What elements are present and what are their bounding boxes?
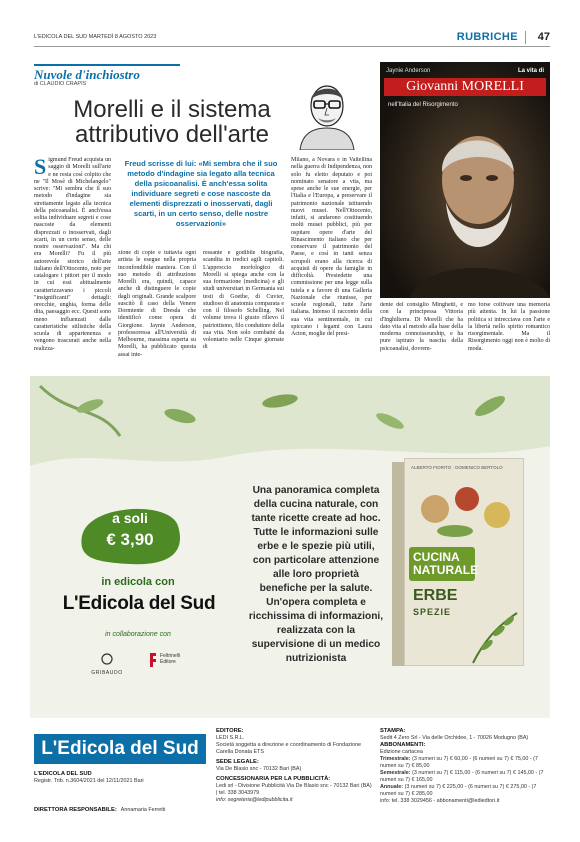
herb-sprig-icon [465, 609, 523, 665]
trimestrale-row [380, 756, 550, 770]
annuale-prices: (3 numeri su 7) € 225,00 - (6 numeri su 7) € 275,00 - (7 numeri su 7) € 285,00 [380, 784, 537, 797]
ad-book-image [392, 458, 524, 666]
director-label: DIRETTORA RESPONSABILE: [34, 807, 117, 813]
book-cover-subtitle: nell'Italia del Risorgimento [388, 102, 458, 108]
ad-book-author: ALBERTO FIORITO · DOMENICO BERTOLO [411, 465, 503, 470]
annuale-row [380, 784, 550, 798]
article-column-6: mo forse coltivare una memoria più attenta. In lui la passione politica si intrecciava con l'arte e la libertà nello spirito romantico risorgimentale. Ma il Risorgimento oggi non è molto di moda. [468, 302, 550, 352]
concessionaria-info: Ledi srl - Divisione Pubblicità Via De Blasio snc - 70132 Bari (BA) | tel. 338 3043979 [216, 783, 372, 796]
paper-info [34, 771, 212, 785]
concessionaria-label: CONCESSIONARIA PER LA PUBBLICITÀ: [216, 776, 331, 782]
registration: Registr. Trib. n.3604/2021 del 12/11/2021 Bari [34, 778, 144, 784]
colophon [34, 724, 550, 828]
masthead: L'EDICOLA DEL SUD MARTEDÌ 8 AGOSTO 2023 [34, 34, 157, 40]
collaboration-label: in collaborazione con [105, 631, 171, 638]
spices-illustration-icon [405, 473, 523, 547]
ad-brand-logo: L'Edicola del Sud [62, 593, 216, 614]
in-edicola-label: in edicola con [101, 576, 175, 588]
feltrinelli-logo-icon [148, 652, 158, 668]
sede-label: SEDE LEGALE: [216, 759, 259, 765]
annuale-label: Annuale: [380, 784, 404, 790]
trimestrale-prices: (3 numeri su 7) € 60,00 - (6 numeri su 7) € 75,00 - (7 numeri su 7) € 85,00 [380, 756, 538, 769]
headline: Morelli e il sistema attributivo dell'arte [73, 96, 271, 148]
semestrale-label: Semestrale: [380, 770, 411, 776]
director-name: Annamaria Ferretti [120, 807, 166, 813]
article-column-4: Milano, a Novara e in Valtellina nella guerra di Indipendenza, non solo fu eletto deputato e poi nominato senatore a vita, ma spese anche le sue energie, per l'Italia e l'Europa, a preservare il patrimonio nazionale istituendo nuovi musei. Nell'Ottocento, infatti, si andarono costituendo molti musei pubblici, più per ospitare opere d'arte del Rinascimento italiano che per conservare il patrimonio del Paese, e così in tanti senza scrupoli erano alla ricerca di acquisti di opere da famiglie in difficoltà. Presiedette una commissione per una legge sulla tutela e a favore di una Galleria Nazionale che riunisse, per scuole regionali, tutte l'arte italiana. Intenso il racconto della sua vita sentimentale, in cui spiccano i legami con Laura Acton, moglie del presi- [291, 157, 372, 337]
ad-book-title-1: CUCINA NATURALE [413, 550, 479, 577]
editore-name: LEDI S.R.L. [216, 735, 245, 741]
page-number: 47 [537, 31, 550, 43]
pull-quote: Freud scrisse di lui: «Mi sembra che il suo metodo d'indagine sia legato alla tecnica della psicoanalisi. È anch'essa solita individuare segreti e cose nascoste da elementi disprezzati o inosservati, dagli scarti, in un certo senso, delle nostre osservazioni» [124, 159, 278, 228]
publisher-info [216, 728, 374, 804]
editore-label: EDITORE: [216, 728, 244, 734]
page-header [34, 31, 550, 47]
book-cover-author: Jaynie Anderson [386, 68, 431, 74]
section-label: RUBRICHE [456, 31, 518, 43]
ad-copy: Una panoramica completa della cucina naturale, con tante ricette create ad hoc. Tutte le informazioni sulle erbe e le spezie più utili, con particolare attenzione alle loro proprietà benefiche per la salute. Un'opera completa e ricchissima di informazioni, realizzata con la supervisione di un medico nutrizionista [248, 485, 384, 664]
price-value: € 3,90 [106, 530, 154, 549]
editore-desc: Società soggetta a direzione e coordinamento di Fondazione Carella Donata ETS [216, 742, 362, 755]
article-column-5: dente del consiglio Minghetti, e con la principessa Vittoria d'Inghilterra. Di Morelli che ha dato vita al metodo alla base della moderna connoisseurship, e ha pure ispirato la nascita della psicoanalisi, dovrem- [380, 302, 463, 352]
book-cover-title: Giovanni MORELLI [384, 78, 546, 96]
byline: di CLAUDIO CRAPIS [34, 81, 87, 87]
trimestrale-label: Trimestrale: [380, 756, 411, 762]
column-name: Nuvole d'inchiostro [34, 64, 180, 83]
book-spine [392, 462, 404, 666]
article-column-2: zione di copie e tuttavia ogni artista le esegue nella propria inconfondibile maniera. Con il suo metodo di attribuzione Morelli era, quindi, capace anche di distinguere le copie dagli originali. Grande scalpore suscitò il caso della Venere Dormiente di Dresda che identificò come opera di Giorgione. Jaynie Anderson, professoressa all'Università di Melbourne, massima esperta su Morelli, ha pubblicato questa assai inte- [118, 250, 196, 358]
semestrale-prices: (3 numeri su 7) € 115,00 - (6 numeri su 7) € 145,00 - (7 numeri su 7) € 165,00 [380, 770, 544, 783]
book-front [404, 458, 524, 666]
author-portrait-icon [292, 74, 362, 150]
article-text-1: igmund Freud acquista un saggio di Morelli sull'arte e ne resta così colpito che ne "Il Mosè di Michelangelo" scrive: "Mi sembra che il suo metodo d'indagine sia strettamente legato alla tecnica della psicoanalisi. È anch'essa solita individuare segreti e cose nascoste da elementi disprezzati o inosservati, dagli scarti, in un certo senso, delle nostre osservazioni". Ma chi era Morelli? Fu il più autorevole storico dell'arte italiano dell'Ottocento, noto per catalogare i pittori per il modo in cui essi abitualmente caratterizzavano i piccoli "insignificanti" dettagli: orecchie, unghia, forma delle dita, paesaggio ecc. Questi sono meno influenzati dalle caratteristiche stilistiche della scuola di appartenenza e vengono trascurati anche nella realizza- [34, 157, 111, 352]
sede-address: Via De Blasio snc - 70132 Bari (BA) [216, 766, 302, 772]
article-column-3: ressante e godibile biografia, scandita in tredici agili capitoli. L'approccio morfologico di Morelli si spiega anche con la sua formazione (medicina) e gli studi universitari in Germania sui testi di Goethe, di Cuvier, studioso di anatomia comparata e con il filosofo Schelling. Nel volume trova il giusto rilievo il patriottismo, filo conduttore della sua vita. Non solo combatté da volontario nelle Cinque giornate di [203, 250, 284, 351]
gribaudo-logo-icon [97, 653, 117, 665]
portrait-painting-icon [380, 62, 550, 298]
article-column-1 [34, 157, 111, 371]
stampa-info: Sedit 4 Zero Srl - Via delle Orchidee, 1 - 70026 Modugno (BA) [380, 735, 529, 741]
book-cover-series: La vita di [517, 68, 544, 74]
paper-name: L'EDICOLA DEL SUD [34, 771, 92, 777]
gribaudo-logo [84, 652, 130, 676]
abbonamenti-type: Edizione cartacea [380, 749, 423, 755]
ad-book-title-3: SPEZIE [413, 607, 452, 617]
gribaudo-logo-text: GRIBAUDO [91, 670, 123, 676]
concessionaria-email[interactable]: info: segreteria@ledipubblicita.it [216, 797, 293, 803]
printing-subscriptions [380, 728, 550, 805]
book-advertisement [30, 376, 550, 718]
semestrale-row [380, 770, 550, 784]
price-badge [84, 505, 176, 557]
stampa-label: STAMPA: [380, 728, 406, 734]
book-cover-image [380, 62, 550, 298]
director-info [34, 798, 212, 816]
footer-logo: L'Edicola del Sud [34, 734, 206, 764]
subscription-contact[interactable]: info: tel. 338 3029456 - abbonamenti@lediedtori.it [380, 798, 500, 804]
feltrinelli-logo-text: Feltrinelli Editore [160, 653, 181, 665]
ad-book-title-2: ERBE [413, 587, 458, 604]
price-prefix: a soli [112, 510, 148, 526]
header-divider [525, 31, 526, 44]
abbonamenti-label: ABBONAMENTI: [380, 742, 426, 748]
drop-cap: S [34, 157, 47, 179]
